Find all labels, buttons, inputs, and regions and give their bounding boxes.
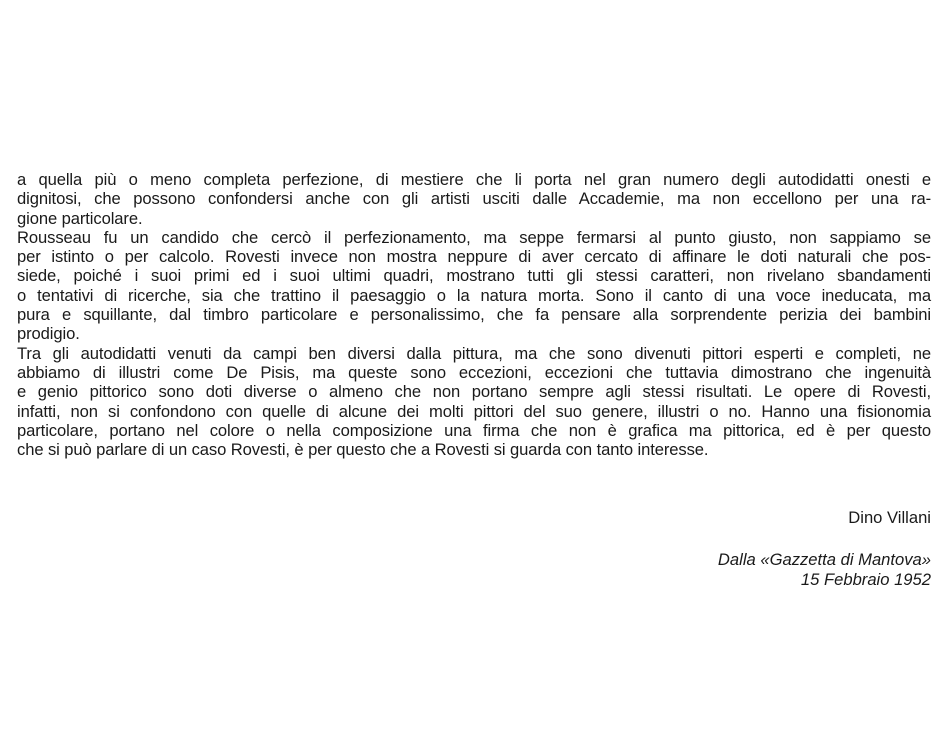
text-line: che si può parlare di un caso Rovesti, è per questo che a Rovesti si guarda con tanto interesse. [17, 440, 709, 460]
text-line: infatti, non si confondono con quelle di alcune dei molti pittori del suo genere, illustri o no. Hanno una fisionomia [17, 401, 931, 421]
article-body [17, 170, 931, 459]
text-line: Rousseau fu un candido che cercò il perfezionamento, ma seppe fermarsi al punto giusto, non sappiamo se [17, 227, 931, 247]
text-line: e genio pittorico sono doti diverse o almeno che non portano sempre agli stessi risultati. Le opere di Rovesti, [17, 382, 931, 402]
text-line: Tra gli autodidatti venuti da campi ben diversi dalla pittura, ma che sono divenuti pittori esperti e completi, ne [17, 343, 931, 363]
text-line: a quella più o meno completa perfezione, di mestiere che li porta nel gran numero degli autodidatti onesti e [17, 170, 931, 189]
text-line: pura e squillante, dal timbro particolare e personalissimo, che fa pensare alla sorprendente perizia dei bambini [17, 305, 931, 325]
text-line: o tentativi di ricerche, sia che trattino il paesaggio o la natura morta. Sono il canto di una voce ineducata, ma [17, 285, 931, 305]
text-line: siede, poiché i suoi primi ed i suoi ultimi quadri, mostrano tutti gli stessi caratteri, non rivelano sbandamenti [17, 266, 931, 286]
text-line: particolare, portano nel colore o nella composizione una firma che non è grafica ma pittorica, ed è per questo [17, 420, 931, 440]
text-line: gione particolare. [17, 208, 143, 228]
source-date: 15 Febbraio 1952 [800, 569, 931, 589]
author-signature: Dino Villani [848, 508, 931, 527]
source-publication: Dalla «Gazzetta di Mantova» [717, 550, 931, 569]
text-line: dignitosi, che possono confondersi anche con gli artisti usciti dalle Accademie, ma non eccellono per una ra- [17, 189, 931, 209]
text-line: per istinto o per calcolo. Rovesti invece non mostra neppure di aver cercato di affinare le doti naturali che pos- [17, 247, 931, 267]
text-line: abbiamo di illustri come De Pisis, ma queste sono eccezioni, eccezioni che tuttavia dimostrano che ingenuità [17, 362, 931, 382]
source-citation [718, 550, 931, 589]
text-line: prodigio. [17, 324, 80, 344]
